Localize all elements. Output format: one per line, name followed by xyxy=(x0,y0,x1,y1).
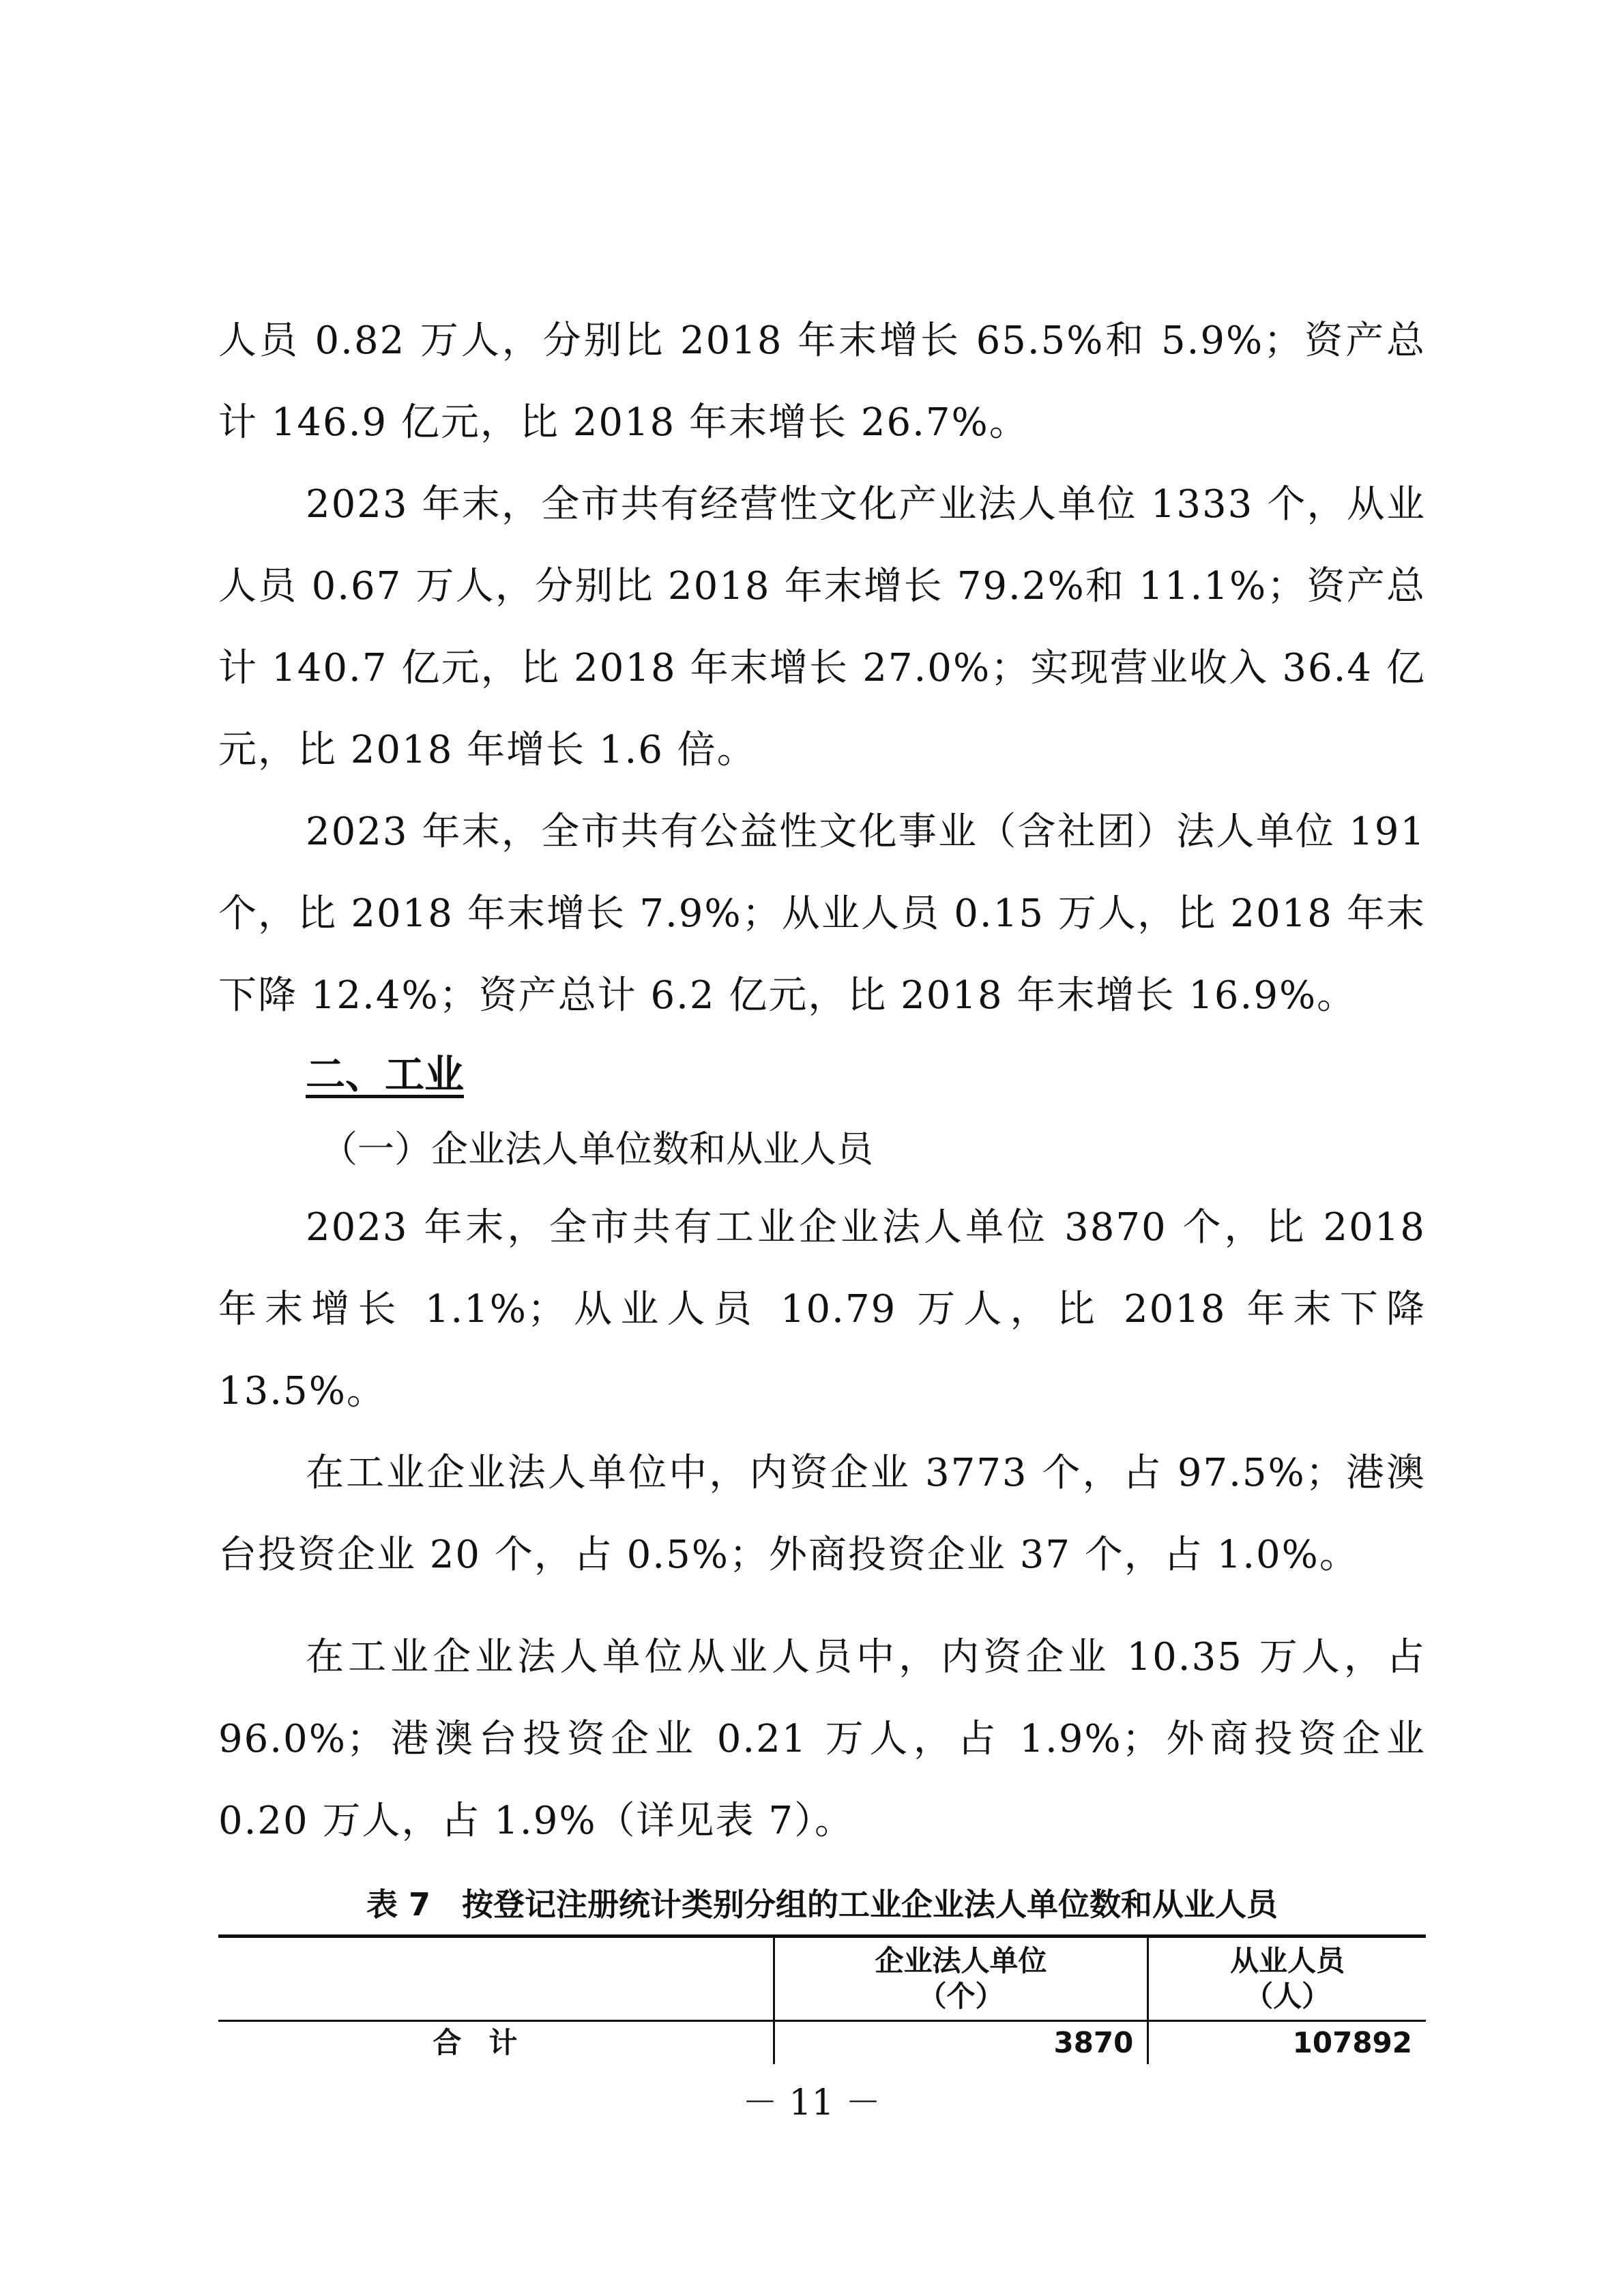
table-header-employees-label: 从业人员 xyxy=(1230,1944,1345,1977)
page-number: － 11 － xyxy=(742,2082,881,2123)
table-header-blank xyxy=(218,1937,774,2021)
table-cell-employees: 107892 xyxy=(1148,2021,1426,2065)
section-heading-industry: 二、工业 xyxy=(306,1051,465,1098)
paragraph-industry-units-breakdown: 在工业企业法人单位中，内资企业 3773 个，占 97.5%；港澳台投资企业 20 个，占 0.5%；外商投资企业 37 个，占 1.0%。 xyxy=(218,1451,1426,1577)
table-cell-units: 3870 xyxy=(774,2021,1148,2065)
table-caption: 表 7 按登记注册统计类别分组的工业企业法人单位数和从业人员 xyxy=(366,1886,1278,1923)
paragraph-industry-total: 2023 年末，全市共有工业企业法人单位 3870 个，比 2018 年末增长 1.1%；从业人员 10.79 万人，比 2018 年末下降 13.5%。 xyxy=(218,1205,1426,1413)
table-header-row xyxy=(218,1937,1426,2021)
table-header-units-unit: （个） xyxy=(918,1979,1004,2013)
table-header-employees xyxy=(1148,1937,1426,2021)
table-header-units xyxy=(774,1937,1148,2021)
table-header-units-label: 企业法人单位 xyxy=(875,1944,1047,1977)
table-row xyxy=(218,2021,1426,2065)
paragraph-culture-public: 2023 年末，全市共有公益性文化事业（含社团）法人单位 191 个，比 2018 年末增长 7.9%；从业人员 0.15 万人，比 2018 年末下降 12.4%；资产总计 6.2 亿元，比 2018 年末增长 16.9%。 xyxy=(218,810,1426,1018)
table-row-label: 合计 xyxy=(433,2026,545,2059)
industry-table xyxy=(218,1934,1426,2064)
paragraph-gap xyxy=(218,1596,1426,1617)
paragraph-culture-summary: 人员 0.82 万人，分别比 2018 年末增长 65.5%和 5.9%；资产总计 146.9 亿元，比 2018 年末增长 26.7%。 xyxy=(218,319,1426,445)
document-page xyxy=(218,300,1426,2064)
table-header-employees-unit: （人） xyxy=(1244,1979,1331,2013)
subsection-heading-units: （一）企业法人单位数和从业人员 xyxy=(321,1128,873,1171)
paragraph-industry-employees-breakdown: 在工业企业法人单位从业人员中，内资企业 10.35 万人，占 96.0%；港澳台投资企业 0.21 万人，占 1.9%；外商投资企业 0.20 万人，占 1.9%（详见表 7）。 xyxy=(218,1635,1426,1843)
paragraph-culture-industry: 2023 年末，全市共有经营性文化产业法人单位 1333 个，从业人员 0.67 万人，分别比 2018 年末增长 79.2%和 11.1%；资产总计 140.7 亿元，比 2018 年末增长 27.0%；实现营业收入 36.4 亿元，比 2018 年增长 1.6 倍。 xyxy=(218,482,1426,772)
